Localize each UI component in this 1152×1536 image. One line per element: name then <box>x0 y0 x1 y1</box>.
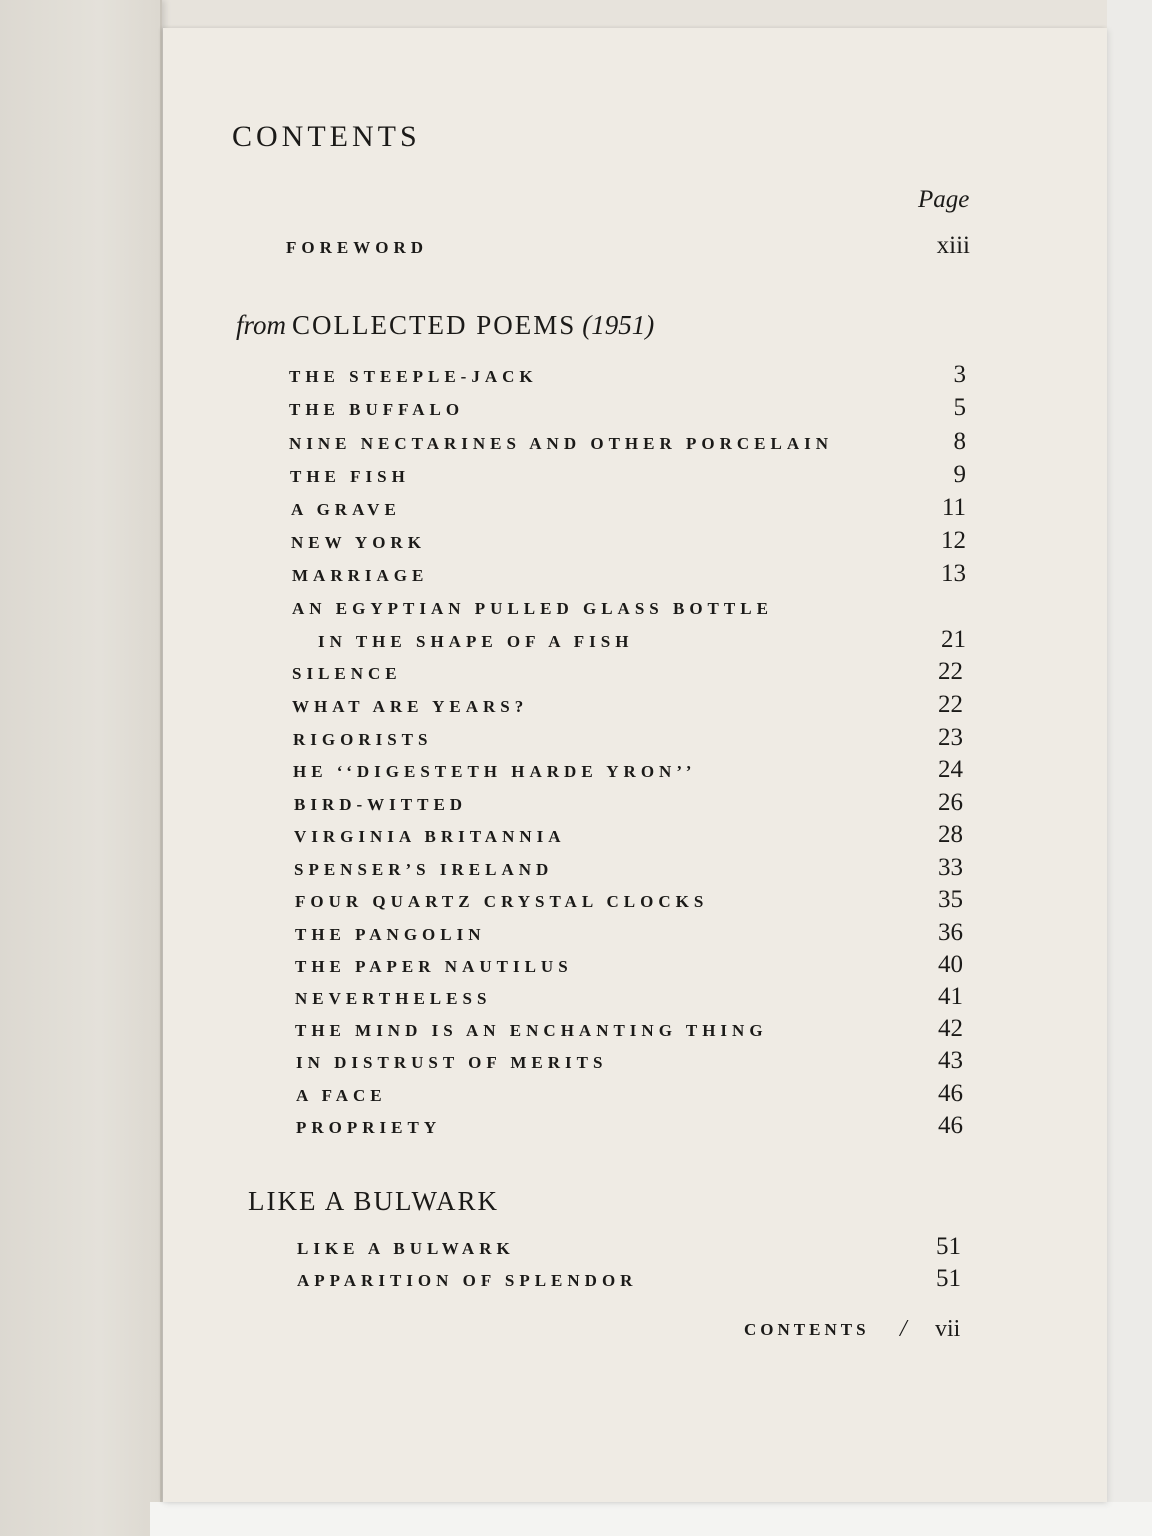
toc-entry-page: 35 <box>938 886 963 913</box>
toc-entry-title: APPARITION OF SPLENDOR <box>297 1271 638 1290</box>
running-footer-label: CONTENTS <box>744 1320 870 1339</box>
toc-entry <box>0 1233 1152 1271</box>
toc-entry-page: 26 <box>938 789 963 816</box>
toc-entry-title: A GRAVE <box>291 500 401 519</box>
toc-entry-title: VIRGINIA BRITANNIA <box>294 827 566 846</box>
toc-entry-title: RIGORISTS <box>293 730 433 749</box>
toc-entry-title: IN THE SHAPE OF A FISH <box>318 632 634 651</box>
toc-entry-page: 13 <box>941 560 966 587</box>
section-prefix: from <box>236 310 287 340</box>
toc-entry-page: 40 <box>938 951 963 978</box>
toc-entry-page: 24 <box>938 756 963 783</box>
toc-entry-page: 3 <box>953 361 966 388</box>
toc-entry-page: 51 <box>936 1233 961 1260</box>
toc-entry-page: 33 <box>938 854 963 881</box>
toc-entry-title: MARRIAGE <box>292 566 429 585</box>
toc-entry <box>0 428 1152 466</box>
toc-entry <box>0 560 1152 598</box>
toc-entry <box>0 599 1152 631</box>
toc-entry-page: 21 <box>941 626 966 653</box>
toc-entry <box>0 724 1152 762</box>
toc-entry <box>0 626 1152 664</box>
toc-entry <box>0 1112 1152 1150</box>
toc-entry-title: BIRD-WITTED <box>294 795 468 814</box>
toc-entry-page: 41 <box>938 983 963 1010</box>
toc-entry-title: AN EGYPTIAN PULLED GLASS BOTTLE <box>292 599 773 618</box>
toc-entry-title: THE BUFFALO <box>289 400 465 419</box>
toc-entry <box>0 361 1152 399</box>
toc-entry-title: THE MIND IS AN ENCHANTING THING <box>295 1021 768 1040</box>
toc-entry <box>0 691 1152 729</box>
toc-entry <box>0 394 1152 432</box>
toc-entry <box>0 951 1152 989</box>
section-title: COLLECTED POEMS <box>292 310 577 340</box>
toc-entry-title: THE FISH <box>290 467 410 486</box>
toc-entry <box>0 983 1152 1021</box>
section-heading-collected-poems <box>236 310 654 341</box>
toc-entry <box>0 461 1152 499</box>
section-year: (1951) <box>582 310 655 340</box>
toc-entry-title: FOREWORD <box>286 238 428 257</box>
toc-entry-title: SILENCE <box>292 664 402 683</box>
toc-entry-title: THE PANGOLIN <box>295 925 486 944</box>
toc-entry-page: 11 <box>941 494 966 521</box>
toc-entry <box>0 658 1152 696</box>
toc-entry-title: NEVERTHELESS <box>295 989 492 1008</box>
toc-entry <box>0 1265 1152 1303</box>
toc-entry <box>0 1080 1152 1118</box>
page-title: CONTENTS <box>232 120 421 153</box>
toc-entry-page: 22 <box>938 691 963 718</box>
toc-entry-page: 8 <box>953 428 966 455</box>
toc-entry <box>0 494 1152 532</box>
toc-entry <box>0 821 1152 859</box>
toc-entry <box>0 1015 1152 1053</box>
toc-entry-title: THE PAPER NAUTILUS <box>295 957 573 976</box>
toc-entry <box>0 527 1152 565</box>
toc-entry-title: IN DISTRUST OF MERITS <box>296 1053 608 1072</box>
toc-entry-title: A FACE <box>296 1086 387 1105</box>
running-footer-separator: / <box>900 1316 907 1342</box>
page-number: vii <box>935 1316 961 1342</box>
toc-entry <box>0 789 1152 827</box>
toc-entry <box>0 756 1152 794</box>
toc-entry-title: FOUR QUARTZ CRYSTAL CLOCKS <box>295 892 709 911</box>
toc-entry <box>0 854 1152 892</box>
toc-entry-page: 51 <box>936 1265 961 1292</box>
toc-entry <box>0 886 1152 924</box>
toc-entry-page: 46 <box>938 1112 963 1139</box>
toc-entry-title: SPENSER’S IRELAND <box>294 860 554 879</box>
background-bottom <box>150 1502 1152 1536</box>
toc-entry-foreword <box>0 232 1152 270</box>
toc-entry-page: 22 <box>938 658 963 685</box>
toc-entry <box>0 1047 1152 1085</box>
toc-entry-page: 23 <box>938 724 963 751</box>
toc-entry-title: HE ‘‘DIGESTETH HARDE YRON’’ <box>293 762 697 781</box>
toc-entry-title: LIKE A BULWARK <box>297 1239 515 1258</box>
toc-entry-page: xiii <box>936 232 970 259</box>
page-column-label: Page <box>918 186 970 213</box>
toc-entry-page: 46 <box>938 1080 963 1107</box>
toc-entry-title: NEW YORK <box>291 533 426 552</box>
toc-entry-page: 36 <box>938 919 963 946</box>
toc-entry-title: NINE NECTARINES AND OTHER PORCELAIN <box>289 434 834 453</box>
toc-entry <box>0 919 1152 957</box>
toc-entry-page: 12 <box>941 527 966 554</box>
toc-entry-title: THE STEEPLE-JACK <box>289 367 538 386</box>
toc-entry-page: 28 <box>938 821 963 848</box>
toc-entry-page: 42 <box>938 1015 963 1042</box>
toc-entry-title: PROPRIETY <box>296 1118 442 1137</box>
toc-entry-page: 5 <box>953 394 966 421</box>
toc-entry-page: 43 <box>938 1047 963 1074</box>
section-heading-like-a-bulwark: LIKE A BULWARK <box>248 1186 499 1216</box>
toc-entry-title: WHAT ARE YEARS? <box>292 697 529 716</box>
toc-entry-page: 9 <box>953 461 966 488</box>
